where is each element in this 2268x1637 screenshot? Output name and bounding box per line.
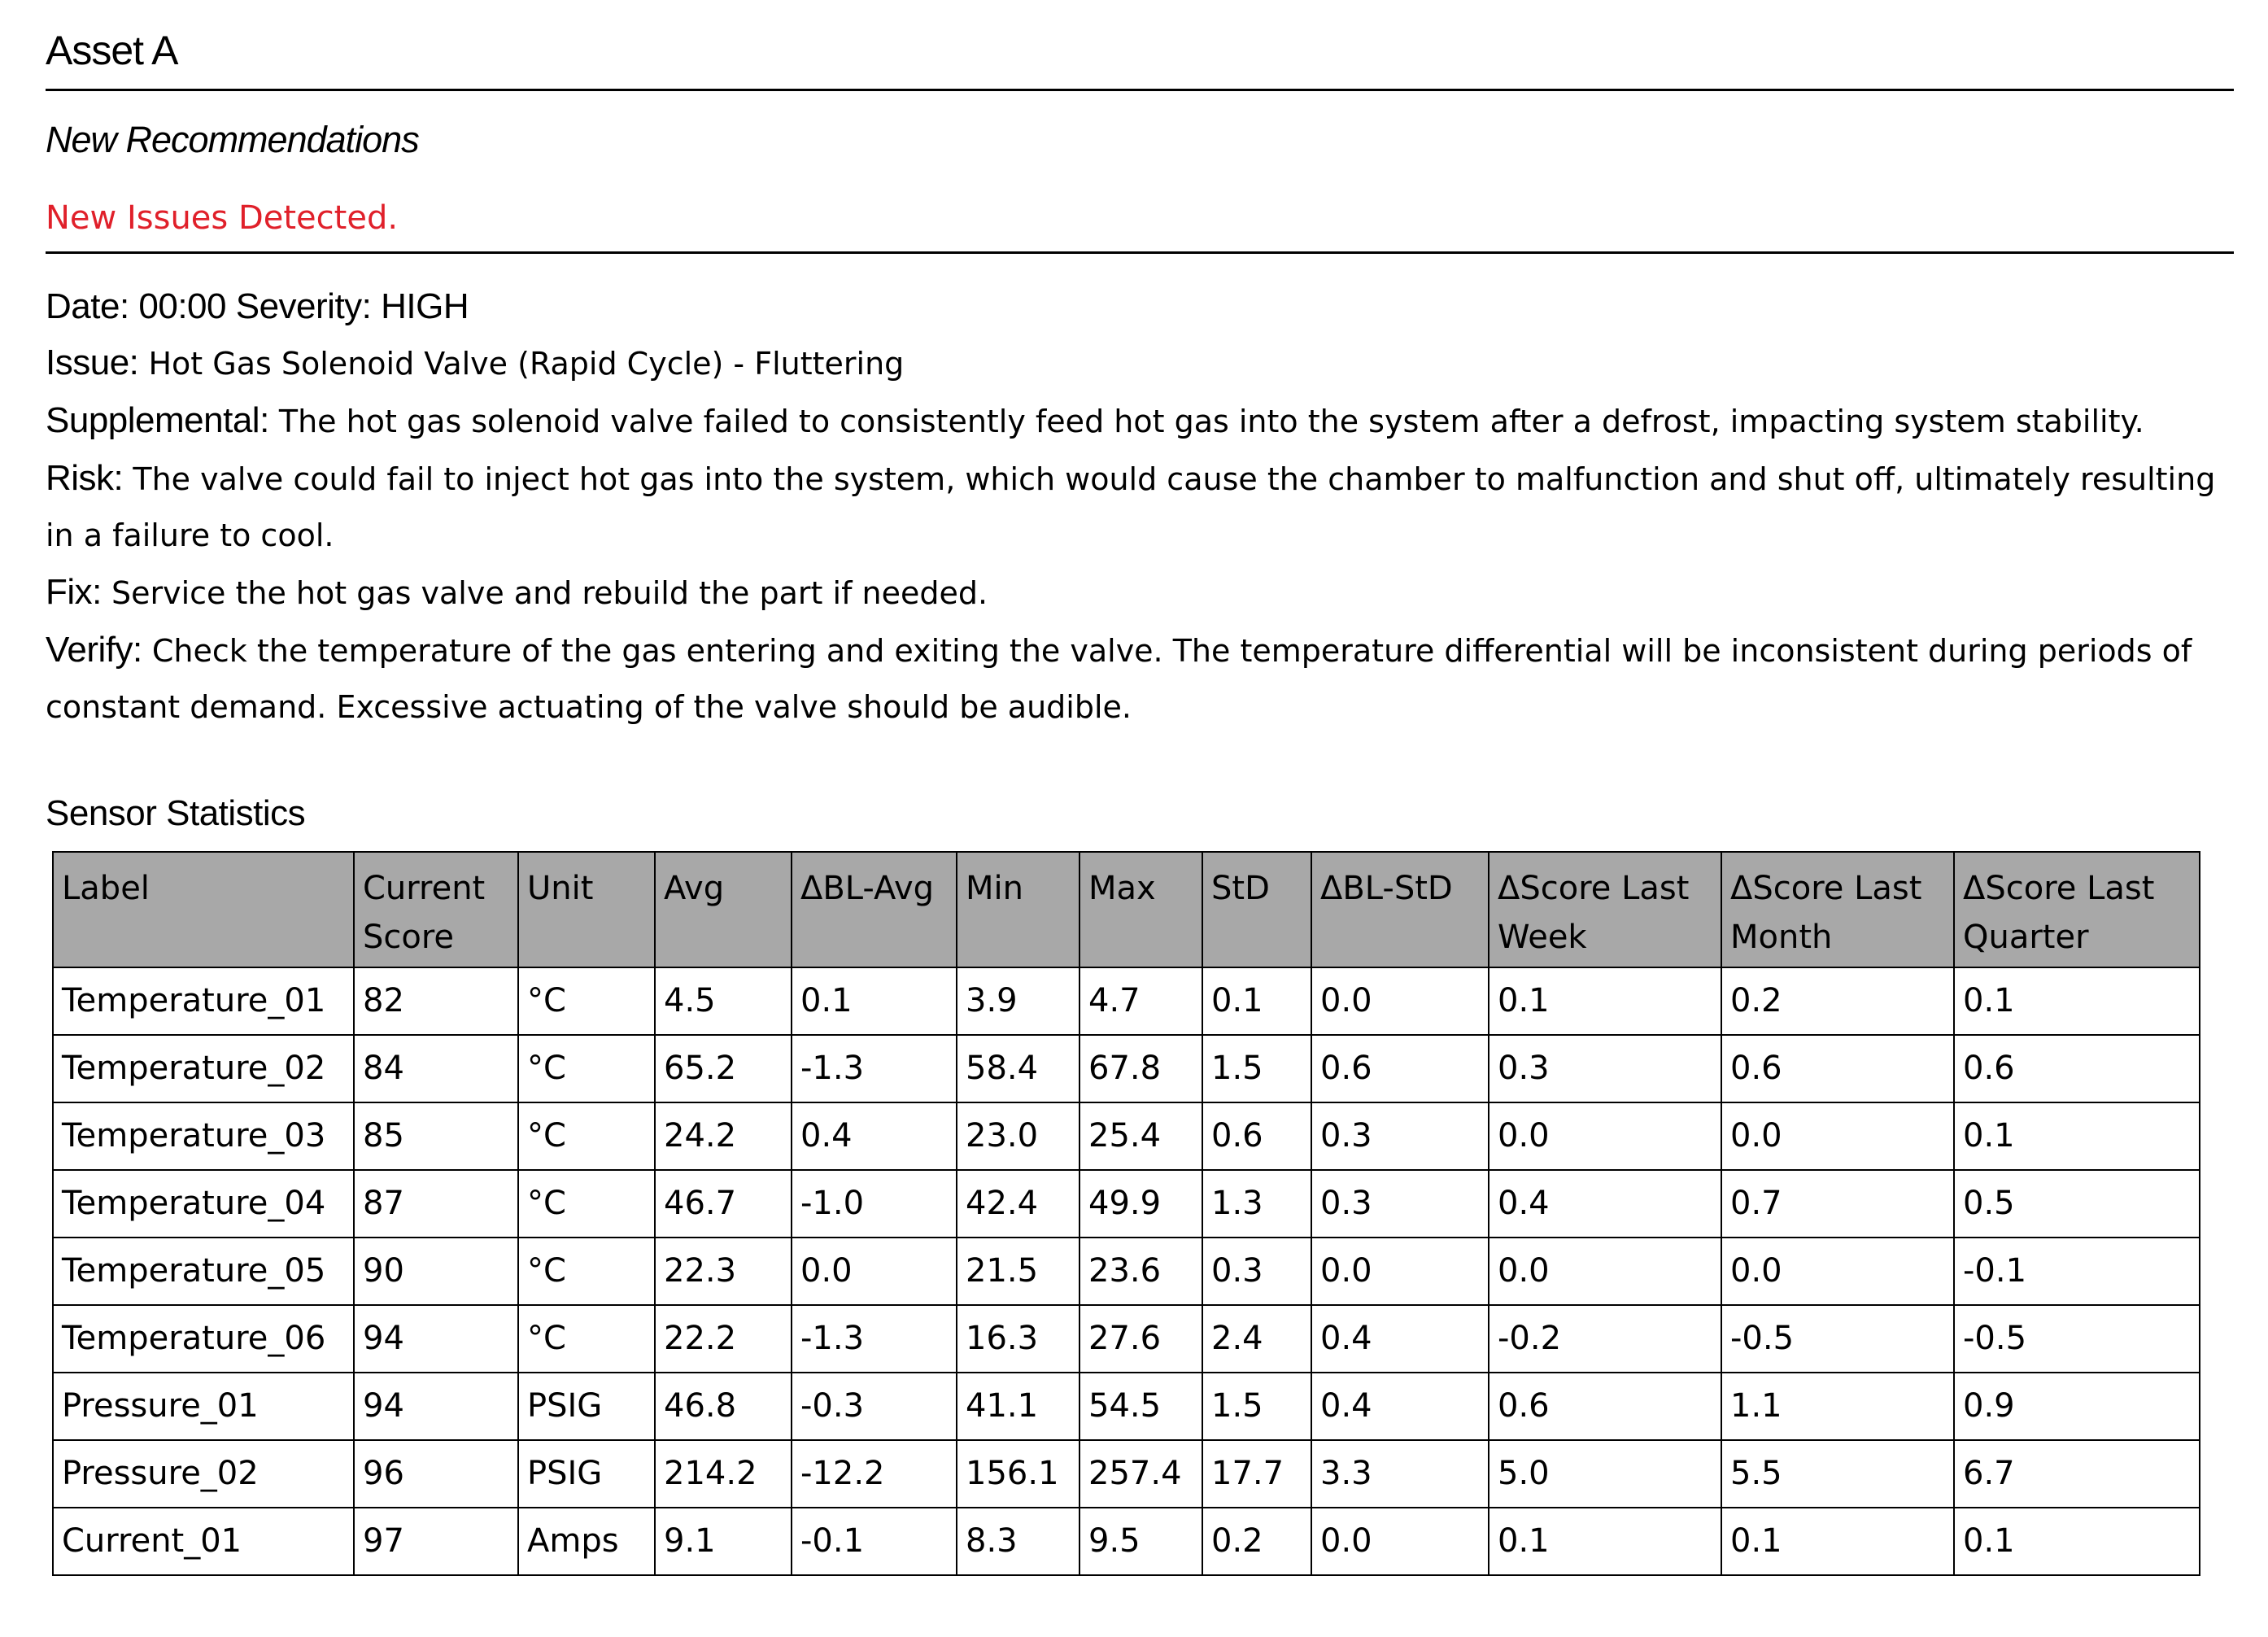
cell-delta-bl-std: 0.0 xyxy=(1311,1238,1489,1305)
cell-delta-bl-std: 0.0 xyxy=(1311,967,1489,1035)
cell-unit: °C xyxy=(518,1305,655,1373)
cell-std: 0.6 xyxy=(1202,1102,1311,1170)
cell-delta-score-month: 0.2 xyxy=(1721,967,1954,1035)
supplemental-line xyxy=(46,392,2234,450)
cell-delta-score-quarter: 0.5 xyxy=(1954,1170,2200,1238)
table-row xyxy=(53,1035,2200,1102)
cell-delta-score-month: 0.0 xyxy=(1721,1238,1954,1305)
issue-label: Issue: xyxy=(46,343,139,382)
cell-delta-score-month: 0.0 xyxy=(1721,1102,1954,1170)
table-body xyxy=(53,967,2200,1575)
cell-min: 16.3 xyxy=(957,1305,1079,1373)
header-max: Max xyxy=(1079,852,1202,967)
cell-label: Current_01 xyxy=(53,1508,354,1575)
cell-delta-bl-avg: -1.0 xyxy=(792,1170,957,1238)
cell-delta-bl-std: 0.6 xyxy=(1311,1035,1489,1102)
cell-current-score: 96 xyxy=(354,1440,518,1508)
cell-delta-score-week: 0.0 xyxy=(1489,1238,1721,1305)
table-row xyxy=(53,967,2200,1035)
cell-current-score: 94 xyxy=(354,1373,518,1440)
cell-std: 0.2 xyxy=(1202,1508,1311,1575)
cell-delta-bl-std: 0.4 xyxy=(1311,1305,1489,1373)
cell-avg: 46.7 xyxy=(655,1170,792,1238)
cell-avg: 9.1 xyxy=(655,1508,792,1575)
cell-label: Temperature_04 xyxy=(53,1170,354,1238)
cell-max: 9.5 xyxy=(1079,1508,1202,1575)
cell-max: 54.5 xyxy=(1079,1373,1202,1440)
header-std: StD xyxy=(1202,852,1311,967)
cell-max: 4.7 xyxy=(1079,967,1202,1035)
cell-label: Temperature_05 xyxy=(53,1238,354,1305)
verify-line xyxy=(46,622,2234,736)
cell-delta-score-week: 0.1 xyxy=(1489,967,1721,1035)
cell-delta-score-week: 0.6 xyxy=(1489,1373,1721,1440)
issue-line xyxy=(46,334,2234,392)
sensor-statistics-title: Sensor Statistics xyxy=(46,793,306,833)
cell-delta-score-month: 0.6 xyxy=(1721,1035,1954,1102)
cell-avg: 46.8 xyxy=(655,1373,792,1440)
cell-delta-score-week: 0.0 xyxy=(1489,1102,1721,1170)
cell-delta-score-week: -0.2 xyxy=(1489,1305,1721,1373)
cell-std: 1.3 xyxy=(1202,1170,1311,1238)
cell-delta-score-quarter: 0.1 xyxy=(1954,1508,2200,1575)
header-current-score: Current Score xyxy=(354,852,518,967)
cell-delta-score-month: 0.7 xyxy=(1721,1170,1954,1238)
table-row xyxy=(53,1170,2200,1238)
cell-avg: 214.2 xyxy=(655,1440,792,1508)
cell-min: 41.1 xyxy=(957,1373,1079,1440)
cell-max: 49.9 xyxy=(1079,1170,1202,1238)
cell-delta-bl-avg: -0.3 xyxy=(792,1373,957,1440)
table-row xyxy=(53,1440,2200,1508)
cell-std: 2.4 xyxy=(1202,1305,1311,1373)
cell-min: 8.3 xyxy=(957,1508,1079,1575)
cell-unit: PSIG xyxy=(518,1373,655,1440)
cell-label: Pressure_01 xyxy=(53,1373,354,1440)
cell-unit: °C xyxy=(518,967,655,1035)
cell-avg: 22.3 xyxy=(655,1238,792,1305)
cell-max: 27.6 xyxy=(1079,1305,1202,1373)
cell-unit: PSIG xyxy=(518,1440,655,1508)
cell-min: 3.9 xyxy=(957,967,1079,1035)
cell-std: 0.1 xyxy=(1202,967,1311,1035)
cell-max: 67.8 xyxy=(1079,1035,1202,1102)
cell-unit: °C xyxy=(518,1102,655,1170)
table-header-row xyxy=(53,852,2200,967)
cell-current-score: 97 xyxy=(354,1508,518,1575)
fix-label: Fix: xyxy=(46,572,102,612)
header-delta-score-month: ΔScore Last Month xyxy=(1721,852,1954,967)
verify-label: Verify: xyxy=(46,630,142,670)
cell-delta-score-quarter: 0.6 xyxy=(1954,1035,2200,1102)
recommendations-heading: New Recommendations xyxy=(46,119,419,160)
cell-delta-bl-avg: 0.0 xyxy=(792,1238,957,1305)
risk-label: Risk: xyxy=(46,458,124,498)
cell-delta-bl-std: 0.4 xyxy=(1311,1373,1489,1440)
cell-delta-score-week: 0.3 xyxy=(1489,1035,1721,1102)
cell-current-score: 94 xyxy=(354,1305,518,1373)
divider-middle xyxy=(46,251,2234,254)
cell-avg: 22.2 xyxy=(655,1305,792,1373)
header-unit: Unit xyxy=(518,852,655,967)
cell-min: 58.4 xyxy=(957,1035,1079,1102)
cell-delta-bl-std: 3.3 xyxy=(1311,1440,1489,1508)
cell-current-score: 85 xyxy=(354,1102,518,1170)
cell-delta-score-quarter: 0.9 xyxy=(1954,1373,2200,1440)
cell-std: 0.3 xyxy=(1202,1238,1311,1305)
supplemental-text: The hot gas solenoid valve failed to consistently feed hot gas into the system after a defrost, impacting system stability. xyxy=(268,404,2144,439)
cell-min: 21.5 xyxy=(957,1238,1079,1305)
issue-details xyxy=(46,278,2234,736)
cell-delta-bl-avg: -1.3 xyxy=(792,1035,957,1102)
fix-text: Service the hot gas valve and rebuild the part if needed. xyxy=(101,575,988,611)
header-label: Label xyxy=(53,852,354,967)
header-delta-bl-std: ΔBL-StD xyxy=(1311,852,1489,967)
verify-text: Check the temperature of the gas entering and exiting the valve. The temperature differential will be inconsistent during periods of constant demand. Excessive actuating of the valve should be audible. xyxy=(46,633,2192,725)
cell-delta-score-quarter: 0.1 xyxy=(1954,967,2200,1035)
cell-label: Temperature_01 xyxy=(53,967,354,1035)
cell-delta-score-week: 5.0 xyxy=(1489,1440,1721,1508)
header-avg: Avg xyxy=(655,852,792,967)
cell-min: 42.4 xyxy=(957,1170,1079,1238)
date-severity-line: Date: 00:00 Severity: HIGH xyxy=(46,286,469,326)
table-row xyxy=(53,1238,2200,1305)
cell-delta-score-quarter: 6.7 xyxy=(1954,1440,2200,1508)
cell-label: Temperature_03 xyxy=(53,1102,354,1170)
supplemental-label: Supplemental: xyxy=(46,400,269,440)
cell-delta-bl-avg: 0.4 xyxy=(792,1102,957,1170)
cell-max: 257.4 xyxy=(1079,1440,1202,1508)
cell-delta-bl-avg: 0.1 xyxy=(792,967,957,1035)
header-delta-bl-avg: ΔBL-Avg xyxy=(792,852,957,967)
asset-title: Asset A xyxy=(46,28,178,73)
cell-delta-bl-std: 0.0 xyxy=(1311,1508,1489,1575)
cell-delta-bl-avg: -12.2 xyxy=(792,1440,957,1508)
cell-delta-score-month: 1.1 xyxy=(1721,1373,1954,1440)
cell-current-score: 87 xyxy=(354,1170,518,1238)
cell-std: 1.5 xyxy=(1202,1035,1311,1102)
cell-unit: °C xyxy=(518,1238,655,1305)
cell-min: 23.0 xyxy=(957,1102,1079,1170)
fix-line xyxy=(46,564,2234,622)
cell-current-score: 82 xyxy=(354,967,518,1035)
header-min: Min xyxy=(957,852,1079,967)
cell-delta-score-quarter: -0.5 xyxy=(1954,1305,2200,1373)
cell-delta-bl-avg: -1.3 xyxy=(792,1305,957,1373)
cell-max: 25.4 xyxy=(1079,1102,1202,1170)
cell-delta-score-month: 5.5 xyxy=(1721,1440,1954,1508)
cell-delta-bl-std: 0.3 xyxy=(1311,1170,1489,1238)
cell-unit: °C xyxy=(518,1170,655,1238)
cell-avg: 65.2 xyxy=(655,1035,792,1102)
risk-text: The valve could fail to inject hot gas into the system, which would cause the chamber to malfunction and shut off, ultimately resulting in a failure to cool. xyxy=(46,461,2216,553)
cell-delta-score-quarter: 0.1 xyxy=(1954,1102,2200,1170)
cell-max: 23.6 xyxy=(1079,1238,1202,1305)
cell-delta-score-week: 0.4 xyxy=(1489,1170,1721,1238)
divider-top xyxy=(46,89,2234,91)
table-row xyxy=(53,1508,2200,1575)
cell-std: 17.7 xyxy=(1202,1440,1311,1508)
sensor-statistics-table xyxy=(52,851,2200,1576)
cell-std: 1.5 xyxy=(1202,1373,1311,1440)
cell-label: Temperature_02 xyxy=(53,1035,354,1102)
table-row xyxy=(53,1373,2200,1440)
cell-delta-bl-std: 0.3 xyxy=(1311,1102,1489,1170)
table-row xyxy=(53,1305,2200,1373)
header-delta-score-week: ΔScore Last Week xyxy=(1489,852,1721,967)
cell-avg: 24.2 xyxy=(655,1102,792,1170)
cell-delta-score-week: 0.1 xyxy=(1489,1508,1721,1575)
cell-delta-bl-avg: -0.1 xyxy=(792,1508,957,1575)
cell-delta-score-month: 0.1 xyxy=(1721,1508,1954,1575)
risk-line xyxy=(46,450,2234,564)
cell-unit: °C xyxy=(518,1035,655,1102)
cell-current-score: 84 xyxy=(354,1035,518,1102)
cell-label: Pressure_02 xyxy=(53,1440,354,1508)
cell-delta-score-month: -0.5 xyxy=(1721,1305,1954,1373)
header-delta-score-quarter: ΔScore Last Quarter xyxy=(1954,852,2200,967)
table-row xyxy=(53,1102,2200,1170)
issues-detected-status: New Issues Detected. xyxy=(46,199,399,237)
cell-unit: Amps xyxy=(518,1508,655,1575)
cell-label: Temperature_06 xyxy=(53,1305,354,1373)
cell-min: 156.1 xyxy=(957,1440,1079,1508)
cell-current-score: 90 xyxy=(354,1238,518,1305)
issue-text: Hot Gas Solenoid Valve (Rapid Cycle) - Fluttering xyxy=(138,346,905,382)
cell-avg: 4.5 xyxy=(655,967,792,1035)
cell-delta-score-quarter: -0.1 xyxy=(1954,1238,2200,1305)
